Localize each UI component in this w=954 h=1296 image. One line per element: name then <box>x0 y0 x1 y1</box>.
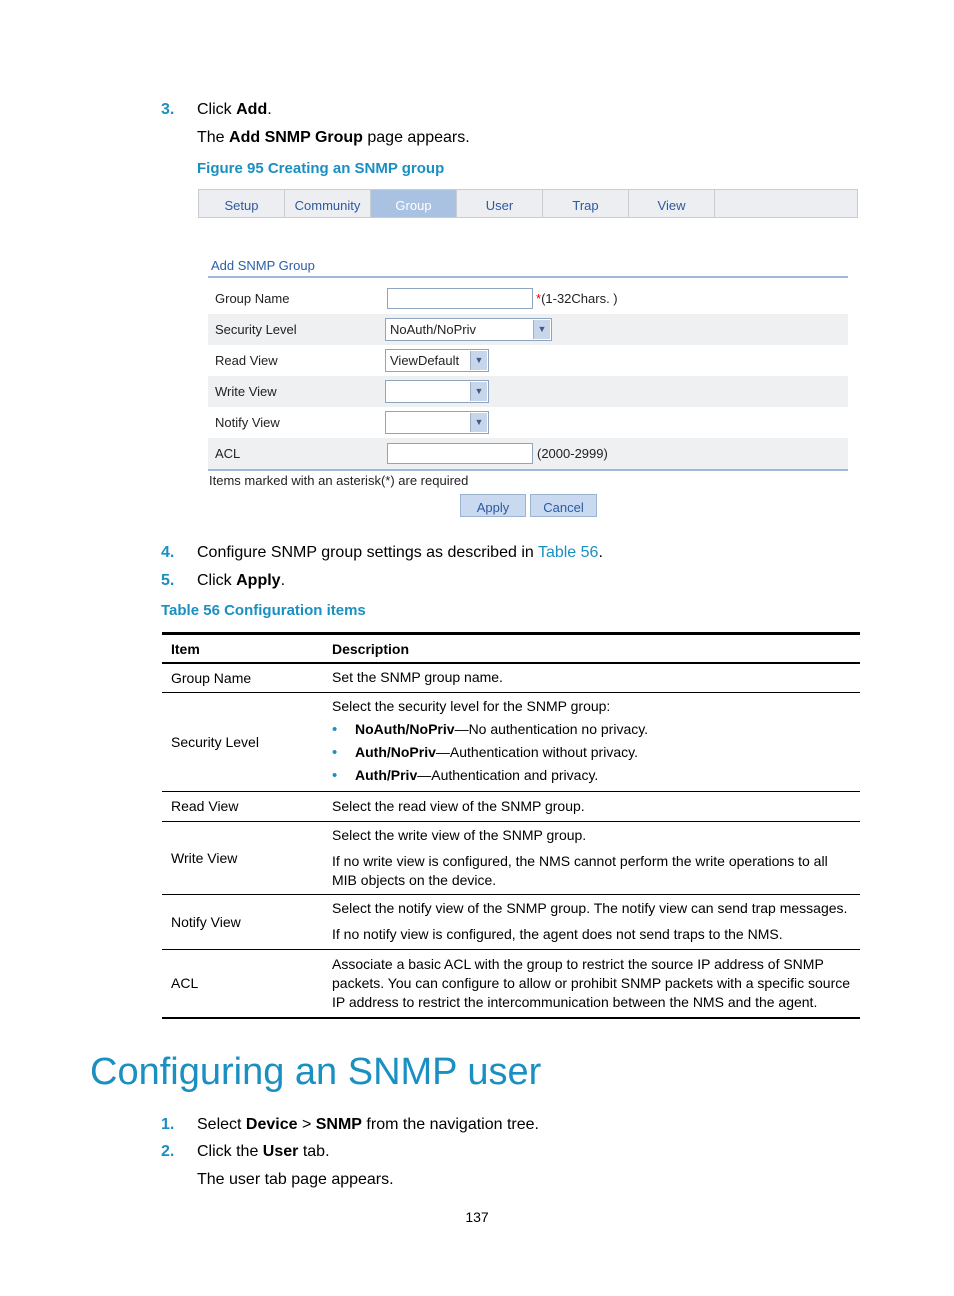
group-name-row <box>208 283 848 314</box>
tab-trap[interactable]: Trap <box>543 190 629 217</box>
step-2-result: The user tab page appears. <box>197 1171 394 1188</box>
group-name-hint: *(1-32Chars. ) <box>536 291 618 306</box>
step-text: Click the User tab. <box>197 1143 330 1160</box>
notify-view-select[interactable] <box>385 411 489 434</box>
list-item: • Auth/NoPriv—Authentication without privacy. <box>332 741 851 764</box>
read-view-select[interactable] <box>385 349 489 372</box>
tab-view[interactable]: View <box>629 190 715 217</box>
cell-item: Read View <box>162 791 323 821</box>
chevron-down-icon: ▼ <box>533 320 550 339</box>
table-56-link[interactable]: Table 56 <box>537 544 599 561</box>
cell-description: Select the read view of the SNMP group. <box>323 791 860 821</box>
cell-description: Set the SNMP group name. <box>323 663 860 692</box>
section-heading: Configuring an SNMP user <box>90 1051 542 1093</box>
security-level-label: Security Level <box>215 322 297 337</box>
step-text: Click Apply. <box>197 572 286 589</box>
table-caption: Table 56 Configuration items <box>161 602 366 619</box>
group-name-label: Group Name <box>215 291 290 306</box>
step-number: 3. <box>161 101 175 118</box>
cell-description: Select the security level for the SNMP group: • NoAuth/NoPriv—No authentication no privacy. • Auth/NoPriv—Authentication without privacy. • Auth/Priv—Authentication and privacy. <box>323 692 860 791</box>
cell-item: Write View <box>162 821 323 894</box>
table-row <box>162 692 860 791</box>
table-row <box>162 894 860 949</box>
write-view-select[interactable] <box>385 380 489 403</box>
table-header-row <box>162 634 860 664</box>
step-number: 4. <box>161 544 175 561</box>
table-row <box>162 821 860 894</box>
write-view-row <box>208 376 848 407</box>
form-title: Add SNMP Group <box>211 258 315 273</box>
step-number: 1. <box>161 1116 175 1133</box>
tab-user[interactable]: User <box>457 190 543 217</box>
notify-view-row <box>208 407 848 438</box>
required-asterisk: * <box>536 291 542 306</box>
security-level-select[interactable] <box>385 318 552 341</box>
security-level-value: NoAuth/NoPriv <box>390 322 476 337</box>
page-number: 137 <box>465 1209 489 1225</box>
step-3-result: The Add SNMP Group page appears. <box>197 129 470 146</box>
tab-bar <box>198 189 858 218</box>
group-name-input[interactable] <box>387 288 533 309</box>
cell-item: Group Name <box>162 663 323 692</box>
read-view-value: ViewDefault <box>390 353 460 368</box>
list-item: • NoAuth/NoPriv—No authentication no privacy. <box>332 718 851 741</box>
cell-item: Security Level <box>162 692 323 791</box>
table-row <box>162 663 860 692</box>
cell-description: Select the write view of the SNMP group. If no write view is configured, the NMS cannot perform the write operations to all MIB objects on the device. <box>323 821 860 894</box>
read-view-label: Read View <box>215 353 278 368</box>
step-text: Select Device > SNMP from the navigation tree. <box>197 1116 539 1133</box>
step-number: 5. <box>161 572 175 589</box>
chevron-down-icon: ▼ <box>470 351 487 370</box>
acl-label: ACL <box>215 446 241 461</box>
chevron-down-icon: ▼ <box>470 413 487 432</box>
step-text: Configure SNMP group settings as described in Table 56. <box>197 544 603 561</box>
table-row <box>162 791 860 821</box>
step-number: 2. <box>161 1143 175 1160</box>
figure-caption: Figure 95 Creating an SNMP group <box>197 160 445 177</box>
tab-community[interactable]: Community <box>285 190 371 217</box>
chevron-down-icon: ▼ <box>470 382 487 401</box>
tab-group[interactable]: Group <box>371 190 457 217</box>
write-view-label: Write View <box>215 384 277 399</box>
acl-hint: (2000-2999) <box>537 446 608 461</box>
cell-item: Notify View <box>162 894 323 949</box>
apply-button[interactable]: Apply <box>460 494 526 517</box>
cell-item: ACL <box>162 949 323 1018</box>
acl-row <box>208 438 848 469</box>
required-note: Items marked with an asterisk(*) are required <box>209 473 469 488</box>
tab-setup[interactable]: Setup <box>199 190 285 217</box>
step-text: Click Add. <box>197 101 272 118</box>
notify-view-label: Notify View <box>215 415 280 430</box>
cancel-button[interactable]: Cancel <box>530 494 597 517</box>
header-item: Item <box>162 634 323 664</box>
cell-description: Associate a basic ACL with the group to restrict the source IP address of SNMP packets. You can configure to allow or prohibit SNMP packets with a specific source IP address to restrict the intercommunication between the NMS and the agent. <box>323 949 860 1018</box>
form-bottom-divider <box>208 469 848 471</box>
list-item: • Auth/Priv—Authentication and privacy. <box>332 764 851 787</box>
read-view-row <box>208 345 848 376</box>
security-level-row <box>208 314 848 345</box>
table-row <box>162 949 860 1018</box>
cell-description: Select the notify view of the SNMP group. The notify view can send trap messages. If no notify view is configured, the agent does not send traps to the NMS. <box>323 894 860 949</box>
configuration-items-table <box>162 632 860 1019</box>
acl-input[interactable] <box>387 443 533 464</box>
header-description: Description <box>323 634 860 664</box>
form-title-divider <box>208 276 848 278</box>
